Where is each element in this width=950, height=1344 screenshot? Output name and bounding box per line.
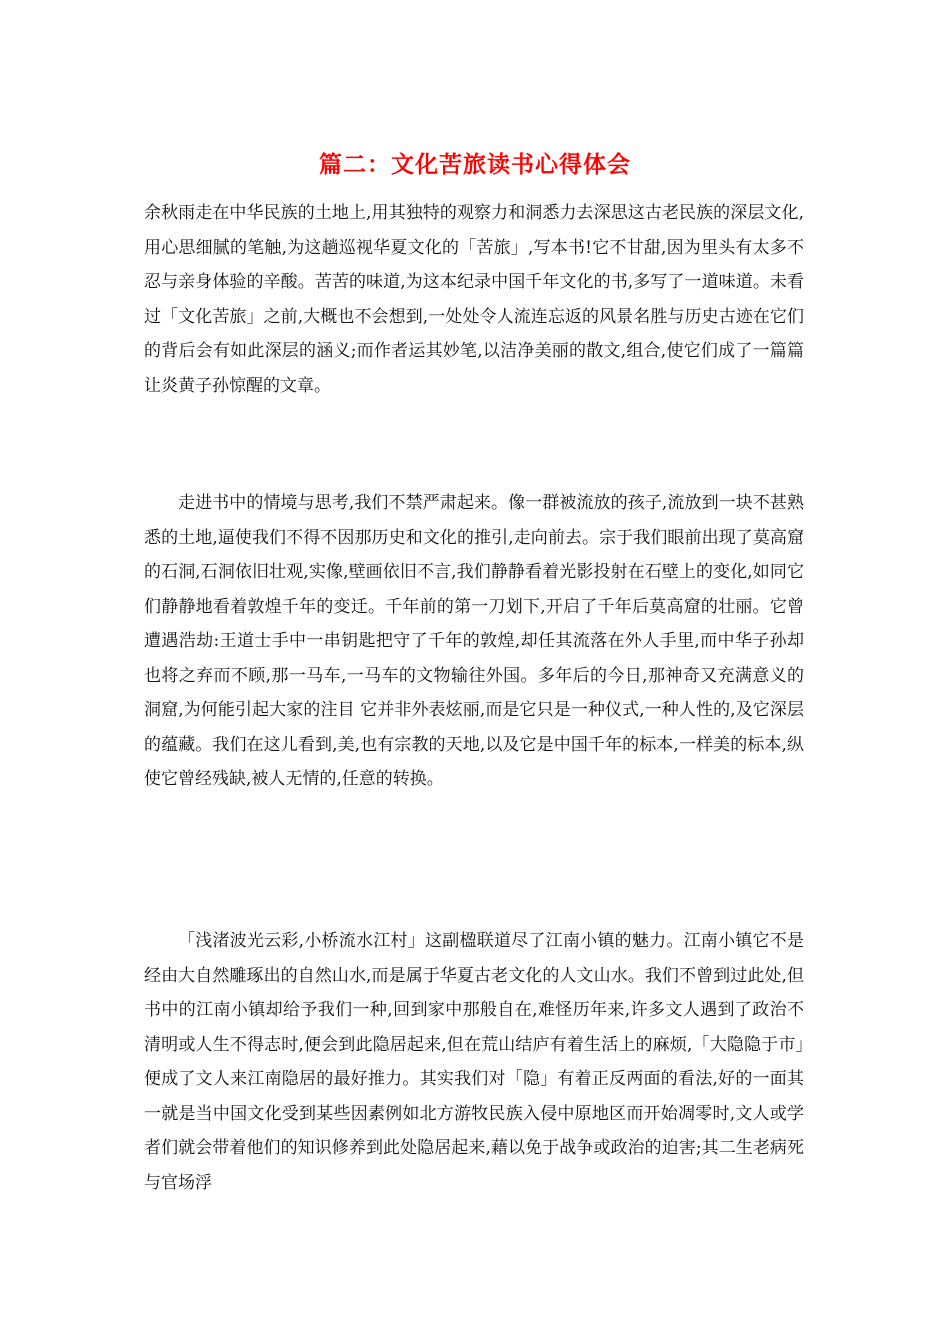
paragraph-1: 余秋雨走在中华民族的土地上,用其独特的观察力和洞悉力去深思这古老民族的深层文化,用心思细腻的笔触,为这趟巡视华夏文化的「苦旅」,写本书!它不甘甜,因为里头有太多不忍与亲身体验的辛酸。苦苦的味道,为这本纪录中国千年文化的书,多写了一道味道。未看过「文化苦旅」之前,大概也不会想到,一处处令人流连忘返的风景名胜与历史古迹在它们的背后会有如此深层的涵义;而作者运其妙笔,以洁净美丽的散文,组合,使它们成了一篇篇让炎黄子孙惊醒的文章。 bbox=[144, 203, 804, 396]
paragraph-2: 走进书中的情境与思考,我们不禁严肃起来。像一群被流放的孩子,流放到一块不甚熟悉的土地,逼使我们不得不因那历史和文化的推引,走向前去。宗于我们眼前出现了莫高窟的石洞,石洞依旧壮观,实像,壁画依旧不言,我们静静看着光影投射在石壁上的变化,如同它们静静地看着敦煌千年的变迁。千年前的第一刀划下,开启了千年后莫高窟的壮丽。它曾遭遇浩劫:王道士手中一串钥匙把守了千年的敦煌,却任其流落在外人手里,而中华子孙却也将之弃而不顾,那一马车,一马车的文物输往外国。多年后的今日,那神奇又充满意义的洞窟,为何能引起大家的注目 它并非外表炫丽,而是它只是一种仪式,一种人性的,及它深层的蕴藏。我们在这儿看到,美,也有宗教的天地,以及它是中国千年的标本,一样美的标本,纵使它曾经残缺,被人无情的,任意的转换。 bbox=[144, 493, 804, 789]
document-title: 篇二：文化苦旅读书心得体会 bbox=[319, 151, 631, 178]
paragraph-3: 「浅渚波光云彩,小桥流水江村」这副楹联道尽了江南小镇的魅力。江南小镇它不是经由大自然雕琢出的自然山水,而是属于华夏古老文化的人文山水。我们不曾到过此处,但书中的江南小镇却给予我们一种,回到家中那般自在,难怪历年来,许多文人遇到了政治不清明或人生不得志时,便会到此隐居起来,但在荒山结庐有着生活上的麻烦,「大隐隐于市」便成了文人来江南隐居的最好推力。其实我们对「隐」有着正反两面的看法,好的一面其一就是当中国文化受到某些因素例如北方游牧民族入侵中原地区而开始凋零时,文人或学者们就会带着他们的知识修养到此处隐居起来,藉以免于战争或政治的迫害;其二生老病死与官场浮 bbox=[144, 931, 804, 1193]
